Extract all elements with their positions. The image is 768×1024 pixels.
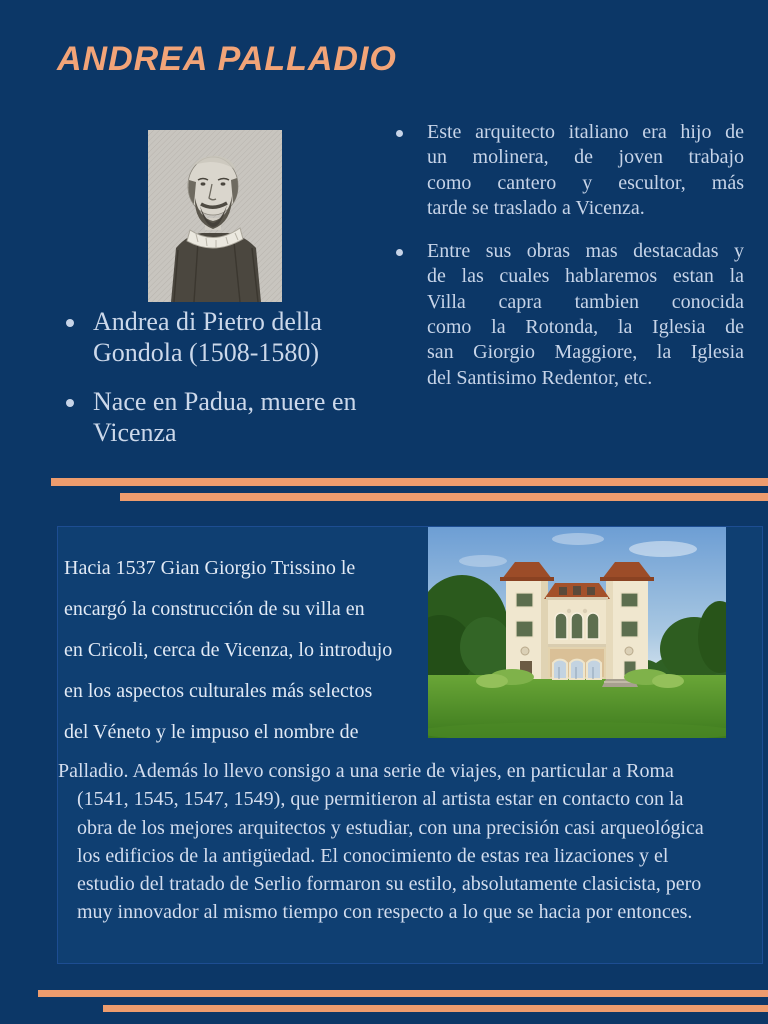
list-item: Andrea di Pietro della Gondola (1508-1580) <box>66 306 396 368</box>
right-bullet-list <box>394 120 744 409</box>
page-title: ANDREA PALLADIO <box>57 40 397 78</box>
bullet-icon <box>396 249 403 256</box>
list-item: Nace en Padua, muere en Vicenza <box>66 386 396 448</box>
bullet-icon <box>66 399 74 407</box>
list-item: Entre sus obras mas destacadas y de las cuales hablaremos estan la Villa capra tambien conocida como la Rotonda, la Iglesia de san Giorgio Maggiore, la Iglesia del Santisimo Redentor, etc. <box>394 239 744 391</box>
divider-bar-bottom-2 <box>103 1005 768 1012</box>
paragraph-text: Palladio. Además lo llevo consigo a una serie de viajes, en particular a Roma (1541, 1545, 1547, 1549), que permitieron al artista estar en contacto con la obra de los mejores arquitectos y estudiar, con una precisión casi arqueológica los edificios de la antigüedad. El conocimiento de estas rea lizaciones y el estudio del tratado de Serlio formaron su estilo, absolutamente clasicista, pero muy innovador al mismo tiempo con respecto a lo que se hacia por entonces. <box>58 760 704 924</box>
divider-bar-top-1 <box>51 478 768 486</box>
list-item: Este arquitecto italiano era hijo de un molinera, de joven trabajo como cantero y escultor, más tarde se traslado a Vicenza. <box>394 120 744 221</box>
bullet-icon <box>396 130 403 137</box>
panel-left-text: Hacia 1537 Gian Giorgio Trissino le encargó la construcción de su villa en en Cricoli, cerca de Vicenza, lo introdujo en los aspectos culturales más selectos del Véneto y le impuso el nombre de <box>64 557 393 743</box>
palladio-portrait-image <box>148 130 282 302</box>
divider-bar-top-2 <box>120 493 768 501</box>
left-bullet-list <box>66 306 396 466</box>
bullet-icon <box>66 319 74 327</box>
divider-bar-bottom-1 <box>38 990 768 997</box>
villa-photo <box>428 527 726 738</box>
